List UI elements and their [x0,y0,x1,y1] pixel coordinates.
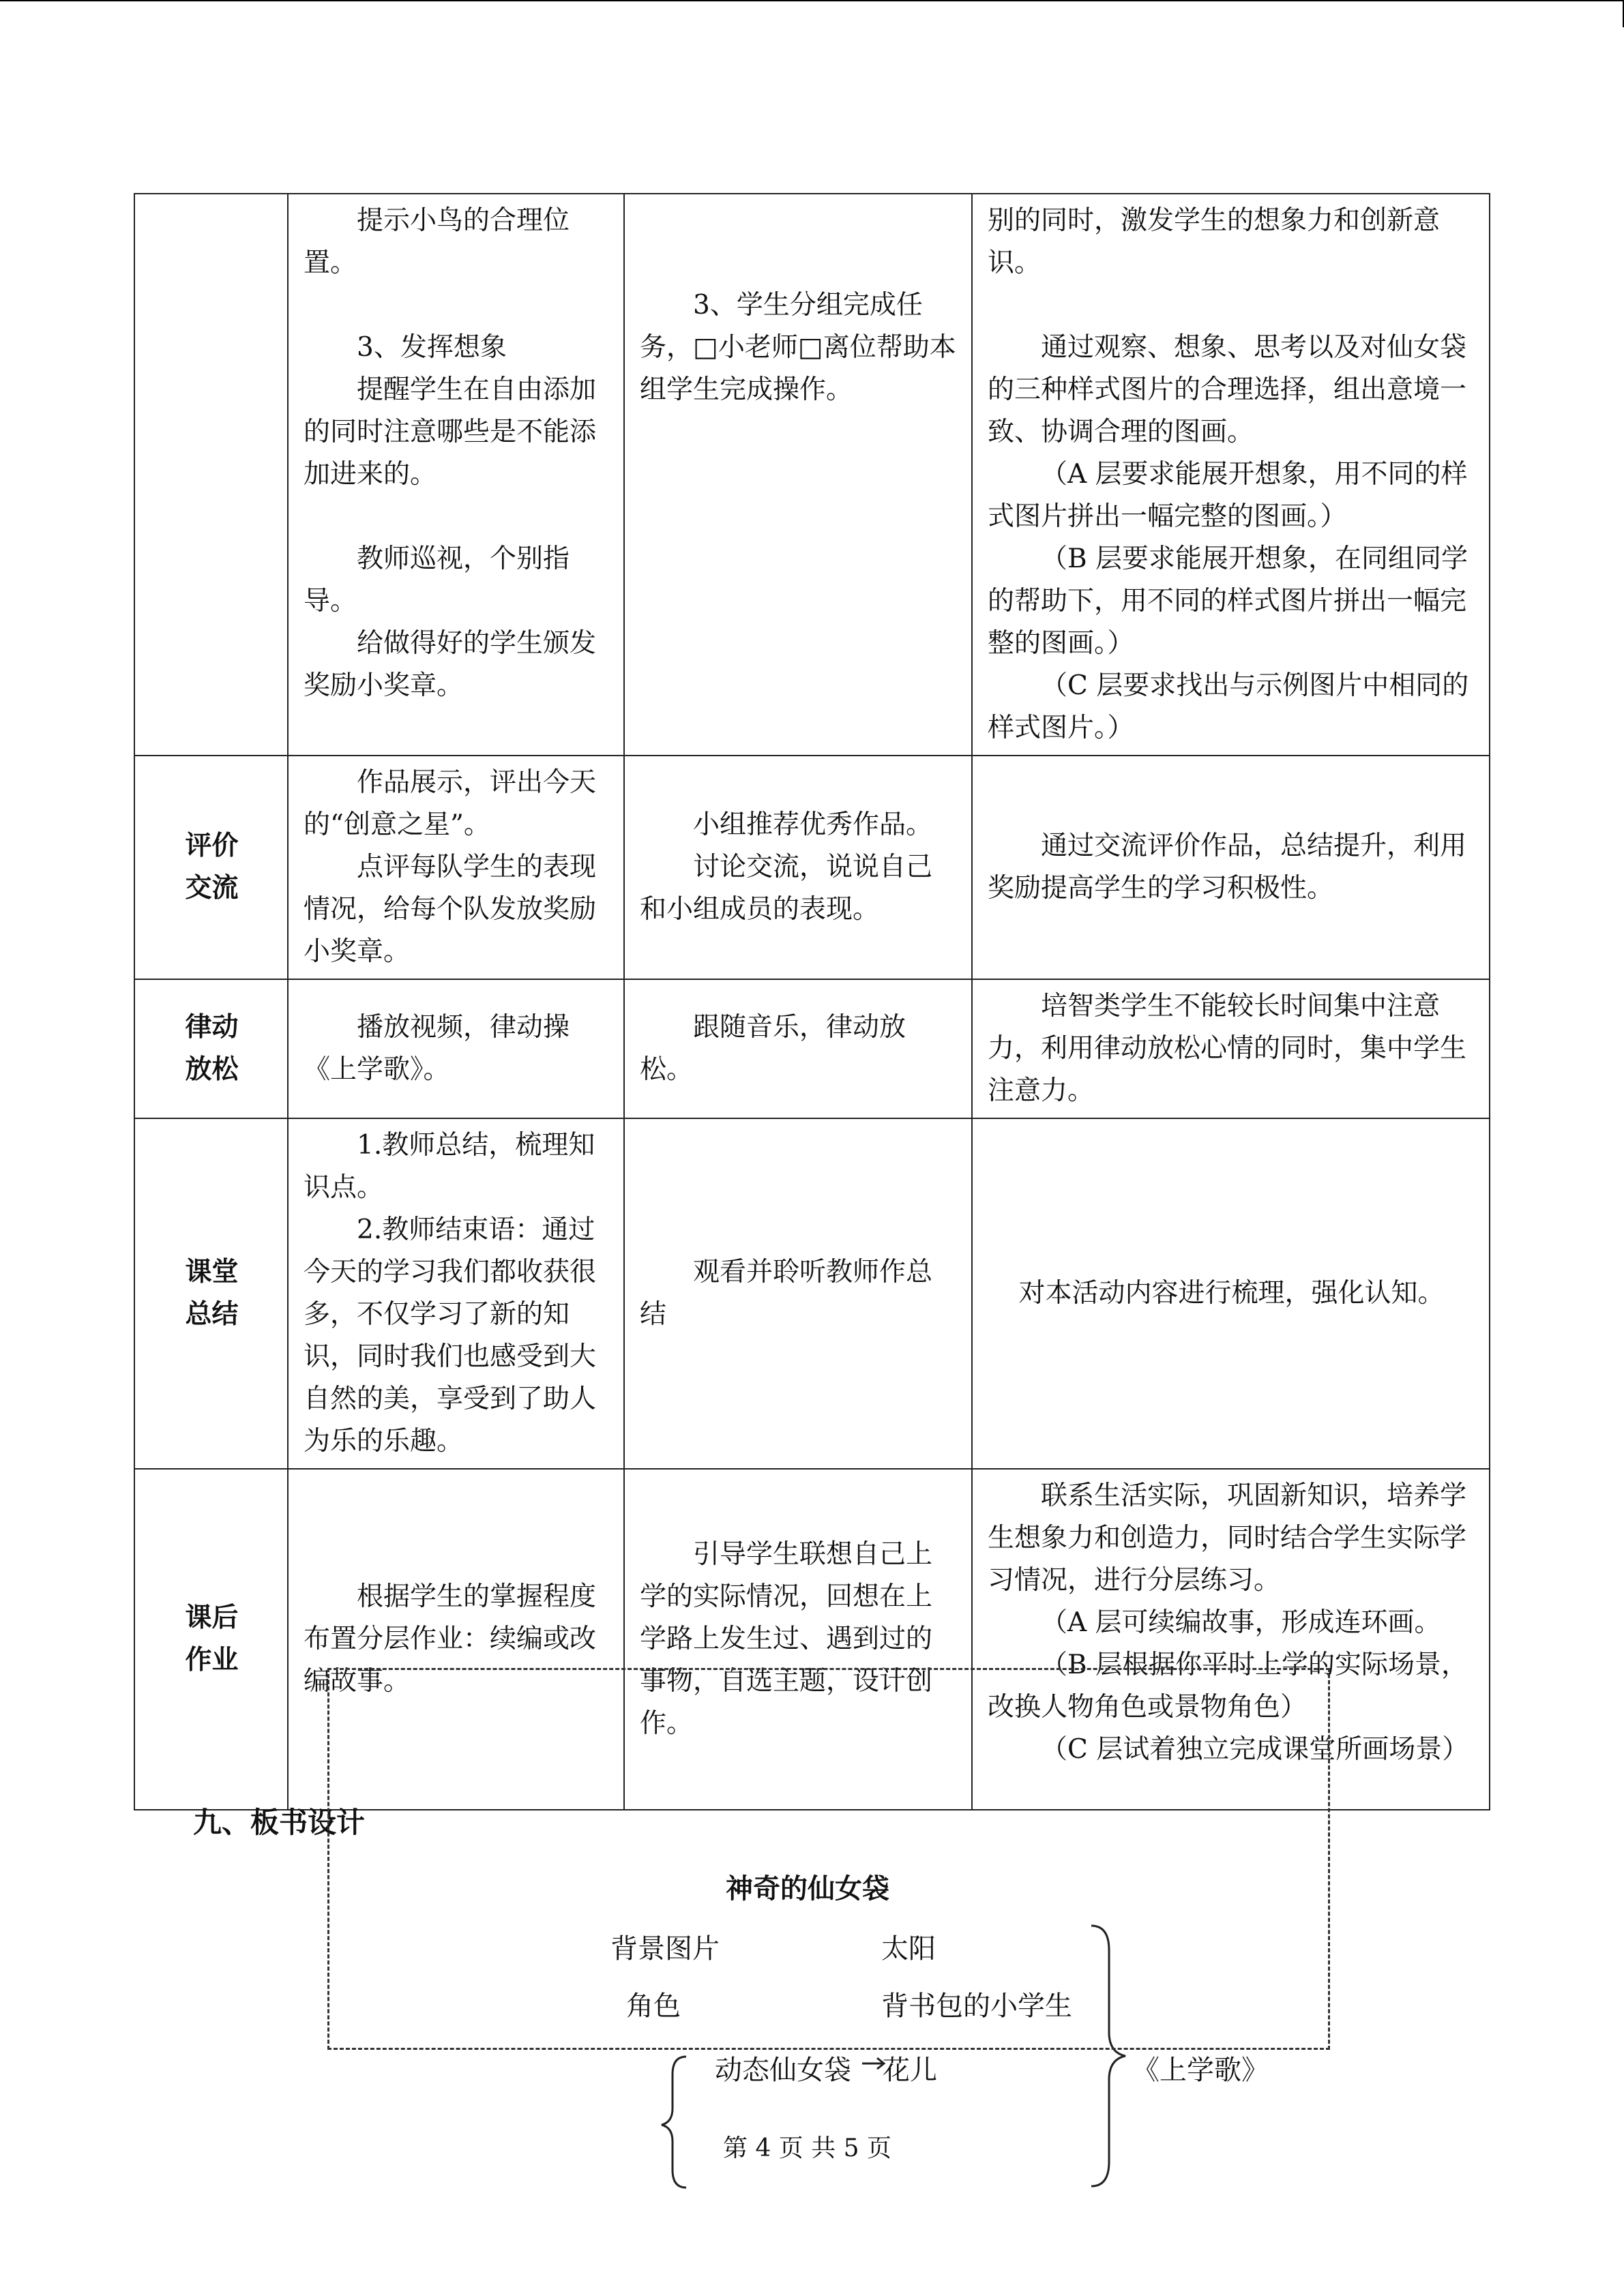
lesson-plan-table [134,193,1490,1810]
board-role-value: 背书包的小学生 [881,1991,1072,2022]
design-purpose-cell [972,756,1490,979]
teacher-activity-cell [288,1118,624,1469]
design-purpose-cell [972,1469,1490,1810]
student-activity-cell [624,979,972,1118]
teacher-text: 1.教师总结，梳理知识点。 [304,1130,595,1203]
stage-cell [134,1469,288,1810]
right-brace-icon [1089,1923,1130,2189]
teacher-text: 3、发挥想象 [357,332,507,363]
stage-label: 作业 [185,1645,239,1675]
table-row [134,979,1490,1118]
purpose-text: 通过观察、想象、思考以及对仙女袋的三种样式图片的合理选择，组出意境一致、协调合理的图画。 [988,332,1467,447]
student-text: 3、学生分组完成任务，□小老师□离位帮助本组学生完成操作。 [640,290,956,405]
spacer [304,284,610,327]
stage-label: 律动 [185,1012,239,1043]
student-activity-cell [624,756,972,979]
section-title: 九、板书设计 [193,1806,366,1839]
teacher-text: 2.教师结束语：通过今天的学习我们都收获很多，不仅学习了新的知识，同时我们也感受到大自然的美，享受到了助人为乐的乐趣。 [304,1214,597,1457]
stage-cell [134,756,288,979]
student-text: 讨论交流，说说自己和小组成员的表现。 [640,852,933,925]
stage-label: 课后 [185,1602,239,1633]
table-row [134,194,1490,756]
spacer [640,200,958,242]
teacher-activity-cell [288,979,624,1118]
student-text: 跟随音乐，律动放松。 [640,1012,906,1085]
student-activity-cell [624,1118,972,1469]
table-row [134,1118,1490,1469]
spacer [640,242,958,284]
purpose-text: 联系生活实际，巩固新知识，培养学生想象力和创造力，同时结合学生实际学习情况，进行分层练习。 [988,1480,1467,1596]
design-purpose-cell [972,979,1490,1118]
purpose-text: （C 层试着独立完成课堂所画场景） [1041,1734,1469,1765]
table-row [134,756,1490,979]
teacher-text: 教师巡视，个别指导。 [304,543,570,616]
board-role-label: 角色 [626,1991,681,2022]
stage-label: 总结 [185,1299,239,1330]
student-text: 观看并聆听教师作总结 [640,1257,933,1330]
stage-cell [134,979,288,1118]
student-activity-cell [624,194,972,756]
board-title: 神奇的仙女袋 [726,1873,889,1905]
purpose-text: （A 层要求能展开想象，用不同的样式图片拼出一幅完整的图画。） [988,459,1468,532]
purpose-text: 通过交流评价作品，总结提升，利用奖励提高学生的学习积极性。 [988,831,1467,904]
stage-cell [134,194,288,756]
teacher-text: 提示小鸟的合理位置。 [304,205,570,278]
board-bg-value: 太阳 [881,1933,936,1965]
table-row [134,1469,1490,1810]
board-song: 《上学歌》 [1132,2055,1269,2086]
purpose-text: 培智类学生不能较长时间集中注意力，利用律动放松心情的同时，集中学生注意力。 [988,991,1467,1106]
teacher-activity-cell [288,1469,624,1810]
teacher-activity-cell [288,194,624,756]
left-brace-icon [659,2054,689,2190]
student-activity-cell [624,1469,972,1810]
teacher-activity-cell [288,756,624,979]
design-purpose-cell [972,1118,1490,1469]
board-dynamic-value: 花儿 [883,2055,937,2086]
stage-label: 交流 [185,873,239,904]
purpose-text: 别的同时，激发学生的想象力和创新意识。 [988,205,1441,278]
teacher-text: 点评每队学生的表现情况，给每个队发放奖励小奖章。 [304,852,597,967]
stage-label: 评价 [185,831,239,861]
board-bg-label: 背景图片 [610,1933,720,1965]
spacer [304,496,610,538]
stage-label: 放松 [185,1054,239,1085]
purpose-text: （B 层根据你平时上学的实际场景，改换人物角色或景物角色） [988,1650,1468,1723]
page-top-border [0,0,1624,1]
student-text: 引导学生联想自己上学的实际情况，回想在上学路上发生过、遇到过的事物，自选主题，设计创作。 [640,1539,933,1739]
board-dynamic-label: 动态仙女袋 [715,2055,851,2086]
teacher-text: 给做得好的学生颁发奖励小奖章。 [304,628,597,701]
purpose-text: （A 层可续编故事，形成连环画。 [1041,1607,1441,1638]
teacher-text: 作品展示，评出今天的“创意之星”。 [304,767,597,840]
stage-label: 课堂 [185,1257,239,1287]
purpose-text: （C 层要求找出与示例图片中相同的样式图片。） [988,670,1469,743]
page-number: 第 4 页 共 5 页 [723,2134,892,2162]
design-purpose-cell [972,194,1490,756]
spacer [988,284,1475,327]
purpose-text: 对本活动内容进行梳理，强化认知。 [1018,1278,1445,1309]
stage-cell [134,1118,288,1469]
teacher-text: 播放视频，律动操《上学歌》。 [304,1012,570,1085]
student-text: 小组推荐优秀作品。 [693,809,933,840]
teacher-text: 提醒学生在自由添加的同时注意哪些是不能添加进来的。 [304,374,597,490]
purpose-text: （B 层要求能展开想象，在同组同学的帮助下，用不同的样式图片拼出一幅完整的图画。） [988,543,1468,659]
arrow-icon [861,2050,888,2077]
teacher-text: 根据学生的掌握程度布置分层作业：续编或改编故事。 [304,1581,597,1697]
